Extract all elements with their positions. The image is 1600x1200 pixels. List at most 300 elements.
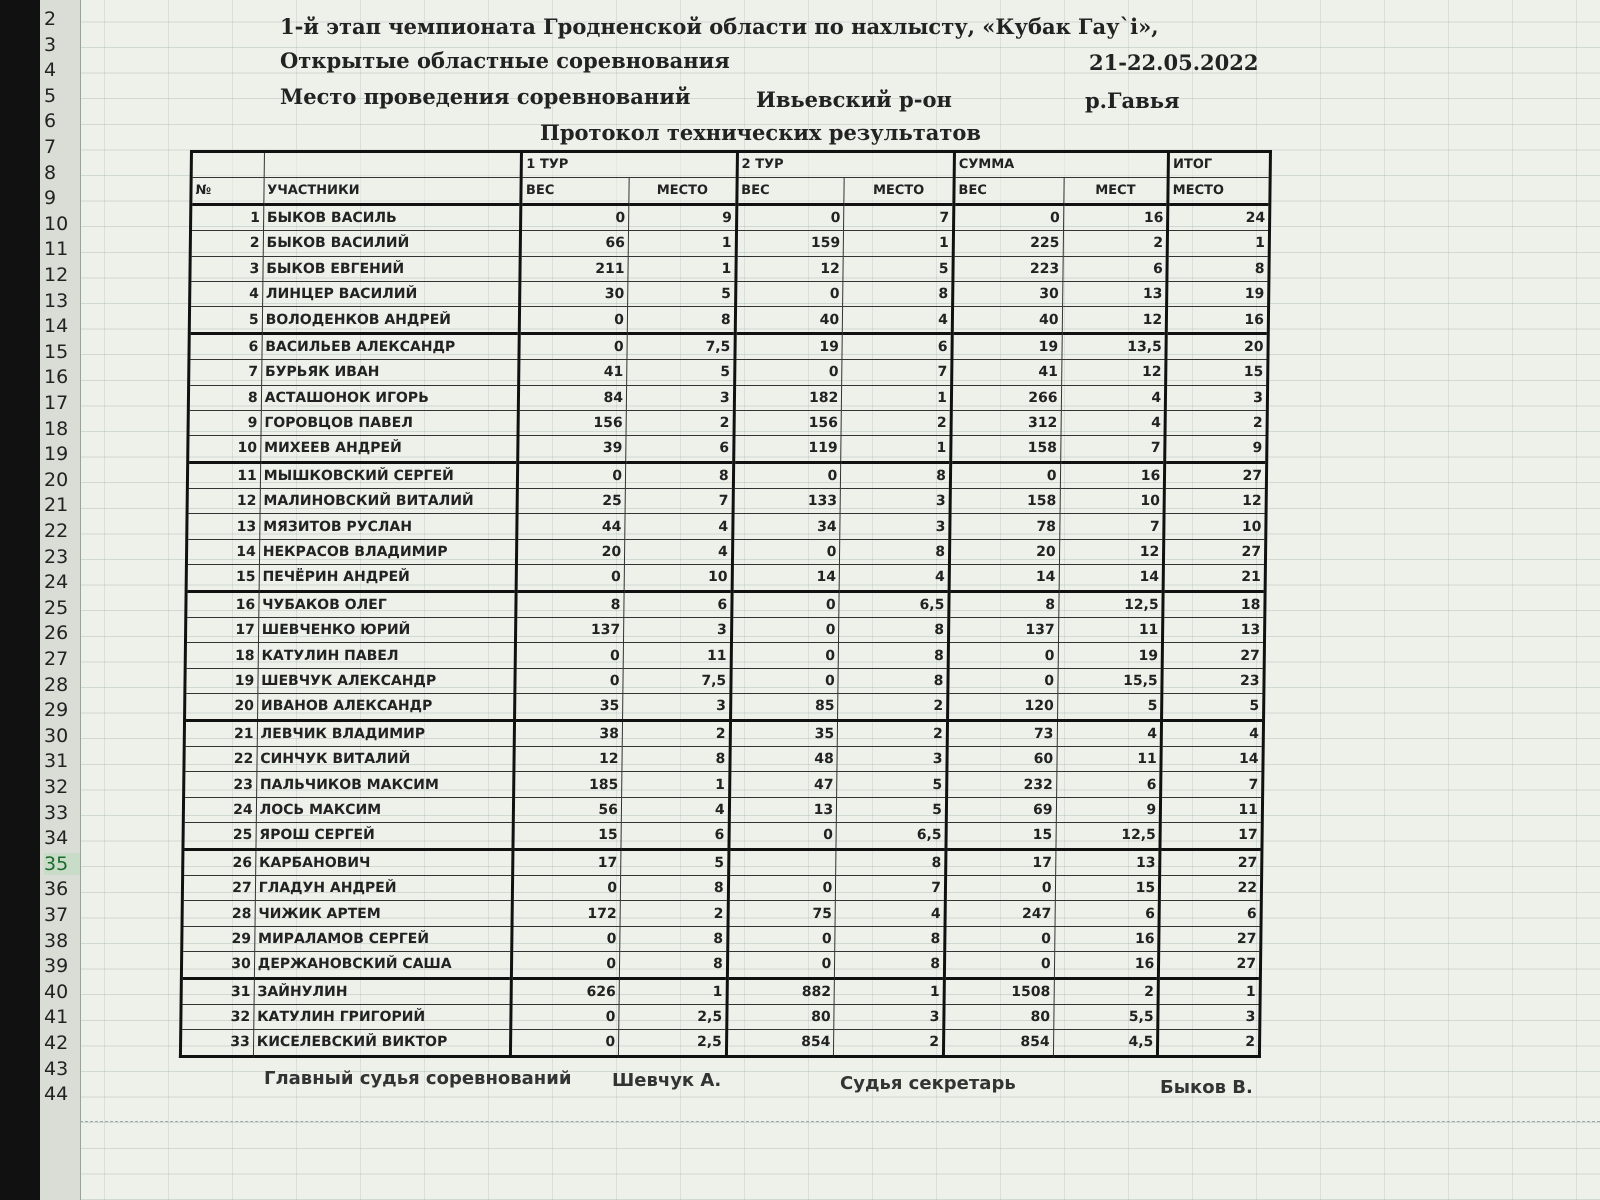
cell-sum-weight[interactable]: 225 — [953, 231, 1063, 256]
row-number[interactable]: 34 — [44, 827, 69, 850]
cell-number[interactable]: 29 — [182, 926, 255, 951]
row-number[interactable]: 42 — [44, 1032, 69, 1054]
cell-participant[interactable]: ЛИНЦЕР ВАСИЛИЙ — [262, 281, 520, 306]
row-number[interactable]: 32 — [44, 776, 69, 798]
cell-sum-place[interactable]: 6 — [1062, 256, 1167, 281]
cell-participant[interactable]: ШЕВЧУК АЛЕКСАНДР — [258, 668, 516, 693]
cell-t2-place[interactable]: 2 — [841, 410, 951, 435]
cell-participant[interactable]: МЯЗИТОВ РУСЛАН — [259, 514, 517, 539]
cell-t1-weight[interactable]: 0 — [517, 565, 625, 591]
row-number[interactable]: 5 — [44, 84, 57, 107]
cell-participant[interactable]: ГОРОВЦОВ ПАВЕЛ — [261, 410, 519, 435]
cell-participant[interactable]: ЛОСЬ МАКСИМ — [256, 797, 514, 822]
cell-sum-weight[interactable]: 854 — [943, 1030, 1053, 1056]
cell-sum-weight[interactable]: 232 — [947, 772, 1057, 797]
cell-t1-weight[interactable]: 626 — [512, 978, 620, 1004]
cell-participant[interactable]: БУРЬЯК ИВАН — [261, 360, 519, 385]
cell-participant[interactable]: ВАСИЛЬЕВ АЛЕКСАНДР — [262, 333, 520, 359]
cell-number[interactable]: 25 — [183, 823, 256, 849]
cell-t2-place[interactable]: 4 — [835, 901, 945, 926]
cell-t1-place[interactable]: 3 — [624, 618, 732, 643]
cell-sum-place[interactable]: 2 — [1054, 978, 1159, 1004]
cell-number[interactable]: 4 — [190, 281, 263, 306]
cell-t2-place[interactable]: 3 — [834, 1004, 944, 1029]
row-number[interactable]: 25 — [44, 596, 69, 619]
row-number[interactable]: 43 — [44, 1057, 69, 1080]
cell-t2-weight[interactable]: 0 — [735, 281, 843, 306]
cell-t1-weight[interactable]: 0 — [513, 875, 621, 900]
cell-t1-weight[interactable]: 38 — [515, 720, 623, 746]
cell-t1-weight[interactable]: 0 — [521, 204, 629, 230]
cell-number[interactable]: 10 — [188, 436, 261, 462]
cell-sum-place[interactable]: 5 — [1057, 694, 1162, 720]
row-number[interactable]: 20 — [44, 468, 69, 491]
cell-t1-weight[interactable]: 185 — [514, 772, 622, 797]
cell-t1-place[interactable]: 6 — [624, 591, 732, 617]
cell-total-place[interactable]: 14 — [1161, 746, 1263, 771]
cell-total-place[interactable]: 2 — [1165, 410, 1267, 435]
cell-t1-weight[interactable]: 0 — [512, 926, 620, 951]
cell-number[interactable]: 21 — [184, 720, 257, 746]
cell-number[interactable]: 15 — [186, 565, 259, 591]
cell-sum-weight[interactable]: 223 — [953, 256, 1063, 281]
row-number[interactable]: 22 — [44, 520, 69, 542]
cell-total-place[interactable]: 17 — [1160, 823, 1262, 849]
row-number[interactable]: 27 — [44, 648, 69, 670]
cell-total-place[interactable]: 7 — [1161, 772, 1263, 797]
cell-number[interactable]: 6 — [189, 333, 262, 359]
cell-t2-place[interactable]: 2 — [838, 694, 948, 720]
cell-sum-weight[interactable]: 120 — [948, 694, 1058, 720]
cell-total-place[interactable]: 27 — [1159, 952, 1261, 978]
cell-t2-place[interactable]: 3 — [840, 489, 950, 514]
cell-number[interactable]: 8 — [188, 385, 261, 410]
cell-t1-place[interactable]: 7,5 — [623, 668, 731, 693]
cell-total-place[interactable]: 27 — [1165, 462, 1267, 488]
cell-t1-place[interactable]: 4 — [624, 539, 732, 564]
cell-number[interactable]: 18 — [185, 643, 258, 668]
cell-total-place[interactable]: 1 — [1167, 231, 1269, 256]
cell-total-place[interactable]: 22 — [1160, 875, 1262, 900]
cell-sum-place[interactable]: 12 — [1061, 360, 1166, 385]
cell-sum-place[interactable]: 7 — [1060, 436, 1165, 462]
cell-sum-weight[interactable]: 0 — [950, 462, 1060, 488]
cell-t2-place[interactable]: 8 — [838, 668, 948, 693]
row-number[interactable]: 35 — [44, 853, 80, 875]
cell-sum-place[interactable]: 13,5 — [1062, 333, 1167, 359]
cell-t2-place[interactable]: 2 — [834, 1030, 944, 1056]
cell-total-place[interactable]: 24 — [1168, 204, 1270, 230]
cell-number[interactable]: 11 — [187, 462, 260, 488]
cell-number[interactable]: 31 — [181, 978, 254, 1004]
row-number[interactable]: 17 — [44, 392, 69, 414]
cell-t1-place[interactable]: 5 — [628, 281, 736, 306]
cell-t1-weight[interactable]: 66 — [521, 231, 629, 256]
row-number[interactable]: 7 — [44, 136, 57, 158]
cell-total-place[interactable]: 11 — [1161, 797, 1263, 822]
cell-number[interactable]: 32 — [181, 1004, 254, 1029]
cell-t2-place[interactable]: 8 — [835, 952, 945, 978]
row-number[interactable]: 30 — [44, 724, 69, 747]
row-number[interactable]: 4 — [44, 59, 57, 82]
cell-participant[interactable]: СИНЧУК ВИТАЛИЙ — [257, 746, 515, 771]
cell-total-place[interactable]: 13 — [1163, 618, 1265, 643]
cell-t1-place[interactable]: 4 — [621, 797, 729, 822]
cell-total-place[interactable]: 4 — [1161, 720, 1263, 746]
cell-t2-place[interactable]: 8 — [843, 281, 953, 306]
cell-t2-place[interactable]: 1 — [843, 231, 953, 256]
cell-t1-place[interactable]: 8 — [622, 746, 730, 771]
cell-t1-weight[interactable]: 0 — [520, 307, 628, 333]
cell-t2-weight[interactable] — [728, 849, 836, 875]
cell-t2-place[interactable]: 8 — [840, 539, 950, 564]
cell-sum-weight[interactable]: 20 — [949, 539, 1059, 564]
cell-sum-weight[interactable]: 247 — [945, 901, 1055, 926]
cell-sum-weight[interactable]: 17 — [946, 849, 1056, 875]
cell-t1-place[interactable]: 1 — [619, 978, 727, 1004]
cell-total-place[interactable]: 3 — [1166, 385, 1268, 410]
cell-number[interactable]: 19 — [185, 668, 258, 693]
cell-sum-weight[interactable]: 78 — [950, 514, 1060, 539]
row-number[interactable]: 41 — [44, 1006, 69, 1029]
cell-number[interactable]: 20 — [185, 694, 258, 720]
cell-t2-weight[interactable]: 80 — [726, 1004, 834, 1029]
cell-sum-weight[interactable]: 30 — [953, 281, 1063, 306]
cell-t2-place[interactable]: 2 — [837, 720, 947, 746]
cell-total-place[interactable]: 8 — [1167, 256, 1269, 281]
cell-sum-place[interactable]: 2 — [1063, 231, 1168, 256]
row-number[interactable]: 37 — [44, 904, 69, 926]
cell-participant[interactable]: ГЛАДУН АНДРЕЙ — [255, 875, 513, 900]
cell-t1-weight[interactable]: 39 — [518, 436, 626, 462]
cell-t1-weight[interactable]: 137 — [516, 618, 624, 643]
cell-t1-place[interactable]: 5 — [627, 360, 735, 385]
cell-sum-place[interactable]: 4 — [1061, 385, 1166, 410]
cell-t2-place[interactable]: 5 — [837, 797, 947, 822]
cell-participant[interactable]: БЫКОВ ВАСИЛИЙ — [263, 231, 521, 256]
cell-t2-place[interactable]: 6,5 — [839, 591, 949, 617]
cell-t1-weight[interactable]: 15 — [513, 823, 621, 849]
cell-number[interactable]: 3 — [190, 256, 263, 281]
cell-sum-place[interactable]: 14 — [1059, 565, 1164, 591]
cell-number[interactable]: 2 — [190, 231, 263, 256]
cell-t1-weight[interactable]: 84 — [519, 385, 627, 410]
cell-number[interactable]: 17 — [185, 618, 258, 643]
cell-t1-weight[interactable]: 172 — [512, 901, 620, 926]
cell-t2-weight[interactable]: 159 — [736, 231, 844, 256]
cell-t2-place[interactable]: 4 — [843, 307, 953, 333]
cell-sum-place[interactable]: 12,5 — [1058, 591, 1163, 617]
cell-t1-place[interactable]: 6 — [621, 823, 729, 849]
cell-sum-weight[interactable]: 0 — [948, 668, 1058, 693]
row-number[interactable]: 19 — [44, 443, 69, 466]
cell-participant[interactable]: КАРБАНОВИЧ — [255, 849, 513, 875]
cell-number[interactable]: 27 — [182, 875, 255, 900]
cell-sum-weight[interactable]: 60 — [947, 746, 1057, 771]
cell-t1-weight[interactable]: 211 — [520, 256, 628, 281]
row-number[interactable]: 15 — [44, 340, 69, 363]
row-number[interactable]: 2 — [44, 8, 57, 30]
row-number[interactable]: 31 — [44, 750, 69, 773]
cell-number[interactable]: 28 — [182, 901, 255, 926]
cell-sum-weight[interactable]: 0 — [948, 643, 1058, 668]
row-number[interactable]: 8 — [44, 161, 57, 184]
cell-t2-weight[interactable]: 133 — [733, 489, 841, 514]
cell-sum-weight[interactable]: 69 — [946, 797, 1056, 822]
cell-t1-weight[interactable]: 56 — [514, 797, 622, 822]
cell-t1-place[interactable]: 5 — [621, 849, 729, 875]
cell-number[interactable]: 33 — [180, 1030, 253, 1056]
cell-t2-weight[interactable]: 854 — [726, 1030, 834, 1056]
cell-sum-place[interactable]: 12,5 — [1056, 823, 1161, 849]
row-number[interactable]: 14 — [44, 315, 69, 338]
cell-sum-place[interactable]: 4 — [1057, 720, 1162, 746]
cell-t1-weight[interactable]: 35 — [515, 694, 623, 720]
cell-t1-weight[interactable]: 20 — [517, 539, 625, 564]
cell-t2-place[interactable]: 8 — [838, 643, 948, 668]
cell-t2-place[interactable]: 7 — [842, 360, 952, 385]
cell-t2-weight[interactable]: 19 — [735, 333, 843, 359]
cell-total-place[interactable]: 16 — [1166, 307, 1268, 333]
cell-t1-place[interactable]: 2,5 — [618, 1030, 726, 1056]
cell-t1-place[interactable]: 2 — [620, 901, 728, 926]
cell-t1-place[interactable]: 8 — [619, 952, 727, 978]
cell-number[interactable]: 22 — [184, 746, 257, 771]
cell-t2-weight[interactable]: 0 — [731, 643, 839, 668]
cell-t2-weight[interactable]: 0 — [728, 875, 836, 900]
cell-participant[interactable]: КИСЕЛЕВСКИЙ ВИКТОР — [253, 1030, 511, 1056]
cell-t2-place[interactable]: 8 — [841, 462, 951, 488]
cell-t1-weight[interactable]: 0 — [515, 668, 623, 693]
cell-t1-weight[interactable]: 156 — [518, 410, 626, 435]
cell-t1-place[interactable]: 1 — [628, 231, 736, 256]
cell-participant[interactable]: ВОЛОДЕНКОВ АНДРЕЙ — [262, 307, 520, 333]
cell-t2-weight[interactable]: 75 — [728, 901, 836, 926]
cell-sum-weight[interactable]: 41 — [952, 360, 1062, 385]
cell-participant[interactable]: МЫШКОВСКИЙ СЕРГЕЙ — [260, 462, 518, 488]
cell-t2-weight[interactable]: 0 — [731, 618, 839, 643]
cell-participant[interactable]: КАТУЛИН ГРИГОРИЙ — [253, 1004, 511, 1029]
cell-sum-weight[interactable]: 0 — [944, 952, 1054, 978]
cell-participant[interactable]: АСТАШОНОК ИГОРЬ — [261, 385, 519, 410]
cell-number[interactable]: 12 — [187, 489, 260, 514]
cell-sum-weight[interactable]: 158 — [950, 489, 1060, 514]
row-number[interactable]: 13 — [44, 289, 69, 312]
row-number[interactable]: 24 — [44, 571, 69, 594]
cell-t1-place[interactable]: 8 — [625, 462, 733, 488]
cell-t1-place[interactable]: 7 — [625, 489, 733, 514]
cell-t1-place[interactable]: 8 — [627, 307, 735, 333]
cell-participant[interactable]: МАЛИНОВСКИЙ ВИТАЛИЙ — [260, 489, 518, 514]
cell-total-place[interactable]: 3 — [1158, 1004, 1260, 1029]
cell-t2-weight[interactable]: 119 — [733, 436, 841, 462]
cell-participant[interactable]: ЛЕВЧИК ВЛАДИМИР — [257, 720, 515, 746]
cell-t1-place[interactable]: 3 — [626, 385, 734, 410]
cell-sum-weight[interactable]: 80 — [944, 1004, 1054, 1029]
cell-t1-place[interactable]: 11 — [623, 643, 731, 668]
cell-participant[interactable]: ИВАНОВ АЛЕКСАНДР — [257, 694, 515, 720]
cell-number[interactable]: 23 — [184, 772, 257, 797]
cell-t2-weight[interactable]: 40 — [735, 307, 843, 333]
cell-t2-weight[interactable]: 0 — [729, 823, 837, 849]
cell-number[interactable]: 26 — [183, 849, 256, 875]
cell-t2-place[interactable]: 7 — [836, 875, 946, 900]
row-number[interactable]: 3 — [44, 33, 57, 56]
cell-total-place[interactable]: 20 — [1166, 333, 1268, 359]
cell-participant[interactable]: ЧИЖИК АРТЕМ — [255, 901, 513, 926]
cell-participant[interactable]: КАТУЛИН ПАВЕЛ — [258, 643, 516, 668]
cell-t2-weight[interactable]: 85 — [730, 694, 838, 720]
cell-sum-place[interactable]: 12 — [1059, 539, 1164, 564]
cell-t1-weight[interactable]: 17 — [513, 849, 621, 875]
cell-t2-weight[interactable]: 0 — [733, 462, 841, 488]
cell-total-place[interactable]: 27 — [1162, 643, 1264, 668]
cell-t2-weight[interactable]: 35 — [730, 720, 838, 746]
cell-t2-weight[interactable]: 0 — [736, 204, 844, 230]
cell-sum-weight[interactable]: 40 — [952, 307, 1062, 333]
cell-total-place[interactable]: 12 — [1164, 489, 1266, 514]
cell-t2-weight[interactable]: 0 — [727, 952, 835, 978]
cell-t2-weight[interactable]: 0 — [727, 926, 835, 951]
cell-sum-place[interactable]: 16 — [1060, 462, 1165, 488]
cell-t1-weight[interactable]: 0 — [511, 1004, 619, 1029]
cell-t2-weight[interactable]: 12 — [736, 256, 844, 281]
cell-t1-weight[interactable]: 0 — [519, 333, 627, 359]
cell-participant[interactable]: ШЕВЧЕНКО ЮРИЙ — [258, 618, 516, 643]
cell-sum-weight[interactable]: 0 — [945, 875, 1055, 900]
cell-sum-weight[interactable]: 312 — [951, 410, 1061, 435]
cell-t2-weight[interactable]: 0 — [732, 591, 840, 617]
cell-t2-weight[interactable]: 182 — [734, 385, 842, 410]
row-number[interactable]: 38 — [44, 929, 69, 952]
cell-t1-place[interactable]: 4 — [625, 514, 733, 539]
row-number[interactable]: 44 — [44, 1083, 69, 1106]
cell-sum-place[interactable]: 16 — [1054, 952, 1159, 978]
cell-sum-place[interactable]: 10 — [1060, 489, 1165, 514]
cell-sum-weight[interactable]: 73 — [947, 720, 1057, 746]
cell-total-place[interactable]: 18 — [1163, 591, 1265, 617]
cell-total-place[interactable]: 27 — [1160, 849, 1262, 875]
cell-t2-weight[interactable]: 13 — [729, 797, 837, 822]
cell-sum-place[interactable]: 16 — [1063, 204, 1168, 230]
cell-t1-weight[interactable]: 0 — [512, 952, 620, 978]
cell-t1-place[interactable]: 2 — [626, 410, 734, 435]
cell-t1-place[interactable]: 2 — [622, 720, 730, 746]
cell-participant[interactable]: БЫКОВ ВАСИЛЬ — [263, 204, 521, 230]
cell-t1-place[interactable]: 7,5 — [627, 333, 735, 359]
cell-t1-weight[interactable]: 41 — [519, 360, 627, 385]
cell-t1-weight[interactable]: 0 — [518, 462, 626, 488]
row-number[interactable]: 29 — [44, 699, 69, 722]
row-number[interactable]: 26 — [44, 622, 69, 645]
row-number[interactable]: 40 — [44, 980, 69, 1003]
row-number[interactable]: 12 — [44, 264, 69, 286]
cell-total-place[interactable]: 5 — [1162, 694, 1264, 720]
cell-t1-place[interactable]: 8 — [620, 875, 728, 900]
cell-participant[interactable]: ЯРОШ СЕРГЕЙ — [256, 823, 514, 849]
row-number[interactable]: 16 — [44, 366, 69, 389]
cell-sum-place[interactable]: 19 — [1058, 643, 1163, 668]
cell-t2-place[interactable]: 5 — [843, 256, 953, 281]
cell-sum-place[interactable]: 9 — [1056, 797, 1161, 822]
cell-participant[interactable]: МИРАЛАМОВ СЕРГЕЙ — [254, 926, 512, 951]
row-number[interactable]: 39 — [44, 955, 69, 978]
cell-sum-place[interactable]: 4 — [1061, 410, 1166, 435]
cell-number[interactable]: 9 — [188, 410, 261, 435]
cell-t1-place[interactable]: 1 — [622, 772, 730, 797]
cell-sum-place[interactable]: 6 — [1055, 901, 1160, 926]
cell-total-place[interactable]: 23 — [1162, 668, 1264, 693]
cell-number[interactable]: 14 — [186, 539, 259, 564]
cell-t2-place[interactable]: 6,5 — [836, 823, 946, 849]
cell-sum-place[interactable]: 11 — [1056, 746, 1161, 771]
cell-sum-place[interactable]: 13 — [1055, 849, 1160, 875]
cell-total-place[interactable]: 9 — [1165, 436, 1267, 462]
cell-participant[interactable]: ПАЛЬЧИКОВ МАКСИМ — [256, 772, 514, 797]
cell-sum-weight[interactable]: 19 — [952, 333, 1062, 359]
cell-t1-weight[interactable]: 12 — [514, 746, 622, 771]
cell-participant[interactable]: МИХЕЕВ АНДРЕЙ — [260, 436, 518, 462]
cell-t1-weight[interactable]: 0 — [516, 643, 624, 668]
cell-participant[interactable]: НЕКРАСОВ ВЛАДИМИР — [259, 539, 517, 564]
row-number[interactable]: 23 — [44, 545, 69, 568]
cell-participant[interactable]: ЗАЙНУЛИН — [254, 978, 512, 1004]
cell-sum-place[interactable]: 7 — [1059, 514, 1164, 539]
cell-sum-place[interactable]: 5,5 — [1053, 1004, 1158, 1029]
cell-t1-place[interactable]: 2,5 — [619, 1004, 727, 1029]
row-number[interactable]: 11 — [44, 238, 69, 261]
cell-sum-weight[interactable]: 137 — [948, 618, 1058, 643]
cell-t2-place[interactable]: 3 — [840, 514, 950, 539]
cell-t2-place[interactable]: 8 — [839, 618, 949, 643]
row-number[interactable]: 6 — [44, 110, 57, 133]
cell-sum-weight[interactable]: 0 — [945, 926, 1055, 951]
cell-sum-weight[interactable]: 8 — [949, 591, 1059, 617]
cell-t1-place[interactable]: 1 — [628, 256, 736, 281]
cell-t2-place[interactable]: 1 — [834, 978, 944, 1004]
cell-total-place[interactable]: 6 — [1159, 901, 1261, 926]
cell-participant[interactable]: ДЕРЖАНОВСКИЙ САША — [254, 952, 512, 978]
cell-number[interactable]: 1 — [191, 204, 264, 230]
cell-t1-weight[interactable]: 8 — [516, 591, 624, 617]
cell-t2-place[interactable]: 7 — [844, 204, 954, 230]
cell-total-place[interactable]: 27 — [1164, 539, 1266, 564]
cell-total-place[interactable]: 2 — [1158, 1030, 1260, 1056]
cell-sum-weight[interactable]: 0 — [953, 204, 1063, 230]
cell-sum-place[interactable]: 13 — [1062, 281, 1167, 306]
cell-t2-weight[interactable]: 0 — [732, 539, 840, 564]
cell-sum-weight[interactable]: 158 — [951, 436, 1061, 462]
cell-t2-place[interactable]: 8 — [836, 849, 946, 875]
row-number[interactable]: 33 — [44, 801, 69, 824]
cell-sum-weight[interactable]: 15 — [946, 823, 1056, 849]
cell-t2-weight[interactable]: 47 — [729, 772, 837, 797]
cell-total-place[interactable]: 21 — [1163, 565, 1265, 591]
row-number[interactable]: 9 — [44, 187, 57, 210]
cell-number[interactable]: 24 — [183, 797, 256, 822]
cell-total-place[interactable]: 10 — [1164, 514, 1266, 539]
cell-t2-weight[interactable]: 0 — [731, 668, 839, 693]
cell-number[interactable]: 5 — [189, 307, 262, 333]
cell-t1-weight[interactable]: 44 — [517, 514, 625, 539]
row-number[interactable]: 21 — [44, 494, 69, 517]
cell-sum-place[interactable]: 16 — [1054, 926, 1159, 951]
cell-t1-weight[interactable]: 0 — [511, 1030, 619, 1056]
cell-t1-place[interactable]: 3 — [623, 694, 731, 720]
cell-t1-weight[interactable]: 30 — [520, 281, 628, 306]
cell-participant[interactable]: ПЕЧЁРИН АНДРЕЙ — [259, 565, 517, 591]
cell-sum-weight[interactable]: 1508 — [944, 978, 1054, 1004]
